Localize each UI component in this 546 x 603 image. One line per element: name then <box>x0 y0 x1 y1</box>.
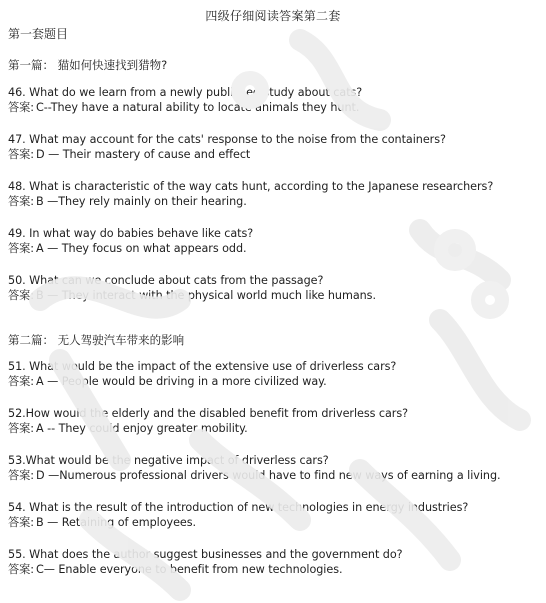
answer-text: A — People would be driving in a more civilized way. <box>36 375 327 388</box>
question-text: 54. What is the result of the introduction of new technologies in energy industries? <box>8 501 469 514</box>
section-heading-2: 第二篇： 无人驾驶汽车带来的影响 <box>8 333 185 347</box>
answer-line <box>8 194 538 209</box>
question-text: 49. In what way do babies behave like cats? <box>8 227 254 240</box>
answer-prefix: 答案: <box>8 469 34 482</box>
answer-line <box>8 468 538 483</box>
question-48 <box>8 179 538 209</box>
answer-line <box>8 100 538 115</box>
answer-prefix: 答案: <box>8 148 34 161</box>
question-text: 51. What would be the impact of the extensive use of driverless cars? <box>8 360 397 373</box>
answer-line <box>8 515 538 530</box>
answer-text: D — Their mastery of cause and effect <box>36 148 251 161</box>
answer-prefix: 答案: <box>8 289 34 302</box>
section-heading-1: 第一篇： 猫如何快速找到猎物? <box>8 58 168 72</box>
question-text: 50. What can we conclude about cats from the passage? <box>8 274 324 287</box>
answer-prefix: 答案: <box>8 516 34 529</box>
set-title: 第一套题目 <box>8 27 69 41</box>
answer-text: B — Retaining of employees. <box>36 516 197 529</box>
answer-line <box>8 288 538 303</box>
answer-prefix: 答案: <box>8 422 34 435</box>
question-52 <box>8 406 538 436</box>
question-49 <box>8 226 538 256</box>
document-title: 四级仔细阅读答案第二套 <box>205 9 341 23</box>
question-55 <box>8 547 538 577</box>
question-text: 46. What do we learn from a newly published study about cats? <box>8 86 363 99</box>
answer-prefix: 答案: <box>8 195 34 208</box>
answer-prefix: 答案: <box>8 563 34 576</box>
question-54 <box>8 500 538 530</box>
question-text: 47. What may account for the cats' response to the noise from the containers? <box>8 133 446 146</box>
answer-text: B — They interact with the physical world much like humans. <box>36 289 376 302</box>
question-text: 53.What would be the negative impact of driverless cars? <box>8 454 329 467</box>
answer-line <box>8 562 538 577</box>
answer-text: A — They focus on what appears odd. <box>36 242 247 255</box>
question-53 <box>8 453 538 483</box>
answer-text: C--They have a natural ability to locate animals they hunt. <box>36 101 360 114</box>
question-46 <box>8 85 538 115</box>
question-50 <box>8 273 538 303</box>
answer-prefix: 答案: <box>8 375 34 388</box>
answer-prefix: 答案: <box>8 101 34 114</box>
answer-text: C— Enable everyone to benefit from new technologies. <box>36 563 343 576</box>
question-text: 48. What is characteristic of the way cats hunt, according to the Japanese researchers? <box>8 180 494 193</box>
answer-text: B —They rely mainly on their hearing. <box>36 195 247 208</box>
question-text: 55. What does the author suggest businesses and the government do? <box>8 548 403 561</box>
answer-prefix: 答案: <box>8 242 34 255</box>
question-text: 52.How would the elderly and the disabled benefit from driverless cars? <box>8 407 409 420</box>
answer-line <box>8 421 538 436</box>
question-51 <box>8 359 538 389</box>
question-47 <box>8 132 538 162</box>
answer-line <box>8 374 538 389</box>
answer-text: D —Numerous professional drivers would have to find new ways of earning a living. <box>36 469 501 482</box>
answer-line <box>8 241 538 256</box>
answer-text: A -- They could enjoy greater mobility. <box>36 422 248 435</box>
answer-line <box>8 147 538 162</box>
